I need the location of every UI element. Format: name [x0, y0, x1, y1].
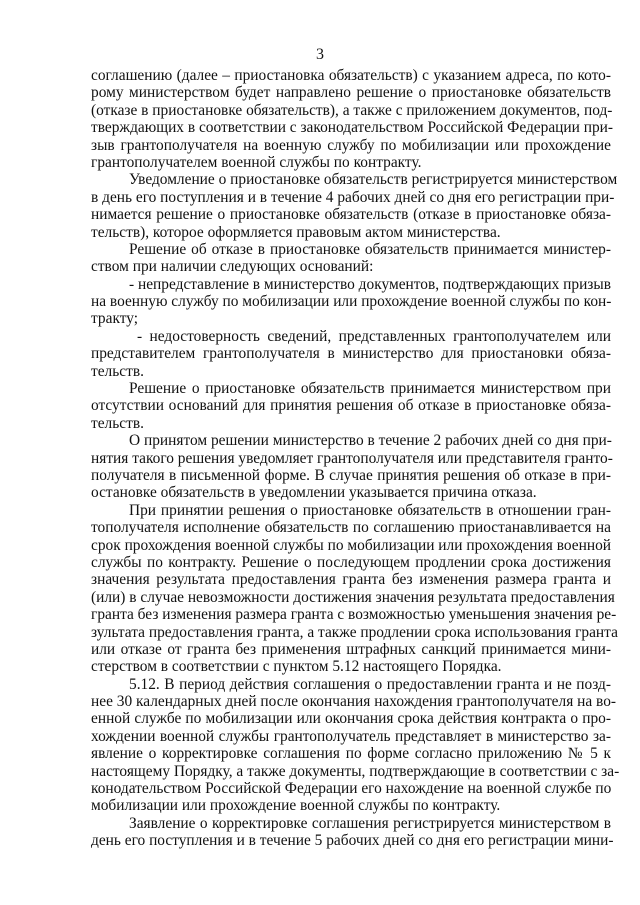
document-body [91, 67, 620, 850]
paragraph [91, 675, 620, 815]
text-line: гранта без изменения размера гранта с возможностью уменьшения значения ре- [91, 606, 617, 624]
text-line: енной службе по мобилизации или окончания срока действия контракта о про- [91, 710, 611, 728]
text-line: день его поступления и в течение 5 рабочих дней со дня его регистрации мини- [91, 832, 614, 850]
text-line: тополучателя исполнение обязательств по соглашению приостанавливается на [91, 519, 611, 537]
text-line: зультата предоставления гранта, а также продлении срока использования гранта [91, 623, 618, 641]
page-number: 3 [316, 46, 324, 63]
text-line: нятия такого решения уведомляет грантополучателя или представителя гранто- [91, 449, 613, 467]
text-line: нее 30 календарных дней после окончания нахождения грантополучателя на во- [91, 693, 617, 711]
paragraph [91, 501, 618, 676]
text-line: соглашению (далее – приостановка обязательств) с указанием адреса, по кото- [91, 67, 611, 84]
paragraph [91, 276, 611, 328]
paragraph [91, 241, 611, 276]
text-line: зыв грантополучателя на военную службу по мобилизации или прохождение [91, 136, 611, 154]
text-line: мобилизации или прохождение военной службы по контракту. [91, 797, 501, 815]
text-line: значения результата предоставления гранта без изменения размера гранта и [91, 571, 611, 589]
text-line: (отказе в приостановке обязательств), а также с приложением документов, под- [91, 101, 613, 119]
paragraph [91, 328, 611, 380]
text-line: О принятом решении министерство в течение 2 рабочих дней со дня при- [129, 432, 612, 450]
text-line: тельств. [91, 362, 144, 380]
text-line: представителем грантополучателя в министерство для приостановки обяза- [91, 345, 611, 363]
text-line: - непредставление в министерство документов, подтверждающих призыв [129, 275, 611, 293]
text-line: конодательством Российской Федерации его нахождение на военной службе по [91, 780, 612, 798]
paragraph [91, 171, 618, 241]
text-line: отсутствии оснований для принятия решения об отказе в приостановке обяза- [91, 397, 611, 415]
text-line: или отказе от гранта без применения штрафных санкций принимается мини- [91, 640, 611, 658]
text-line: (или) в случае невозможности достижения значения результата предоставления [91, 588, 615, 606]
text-line: тельств. [91, 414, 144, 432]
text-line: рому министерством будет направлено решение о приостановке обязательств [91, 84, 611, 102]
text-line: остановке обязательств в уведомлении указывается причина отказа. [91, 484, 537, 502]
text-line: Заявление о корректировке соглашения регистрируется министерством в [129, 814, 611, 832]
text-line: Решение о приостановке обязательств принимается министерством при [129, 380, 611, 398]
text-line: на военную службу по мобилизации или прохождение военной службы по кон- [91, 293, 612, 311]
text-line: Уведомление о приостановке обязательств регистрируется министерством [129, 171, 618, 189]
text-line: стерством в соответствии с пунктом 5.12 настоящего Порядка. [91, 658, 502, 676]
text-line: явление о корректировке соглашения по форме согласно приложению № 5 к [91, 745, 611, 763]
text-line: тверждающих в соответствии с законодательством Российской Федерации при- [91, 119, 613, 137]
text-line: получателя в письменной форме. В случае принятия решения об отказе в при- [91, 466, 611, 484]
text-line: грантополучателем военной службы по контракту. [91, 153, 422, 171]
text-line: Решение об отказе в приостановке обязательств принимается министер- [129, 240, 611, 258]
text-line: - недостоверность сведений, представленных грантополучателем или [137, 327, 611, 345]
text-line: хождении военной службы грантополучатель представляет в министерство за- [91, 727, 611, 745]
text-line: нимается решение о приостановке обязательств (отказе в приостановке обяза- [91, 206, 611, 224]
text-line: службы по контракту. Решение о последующем продлении срока достижения [91, 553, 611, 571]
paragraph [91, 67, 611, 171]
text-line: тельств), которое оформляется правовым актом министерства. [91, 223, 501, 241]
text-line: срок прохождения военной службы по мобилизации или прохождения военной [91, 536, 611, 554]
text-line: тракту; [91, 310, 139, 328]
text-line: ством при наличии следующих оснований: [91, 258, 374, 276]
text-line: 5.12. В период действия соглашения о предоставлении гранта и не позд- [129, 675, 611, 693]
paragraph [91, 380, 611, 432]
paragraph [91, 432, 611, 502]
text-line: в день его поступления и в течение 4 рабочих дней со дня его регистрации при- [91, 188, 615, 206]
text-line: настоящему Порядку, а также документы, подтверждающие в соответствии с за- [91, 762, 620, 780]
text-line: При принятии решения о приостановке обязательств в отношении гран- [129, 501, 611, 519]
paragraph [91, 814, 614, 850]
